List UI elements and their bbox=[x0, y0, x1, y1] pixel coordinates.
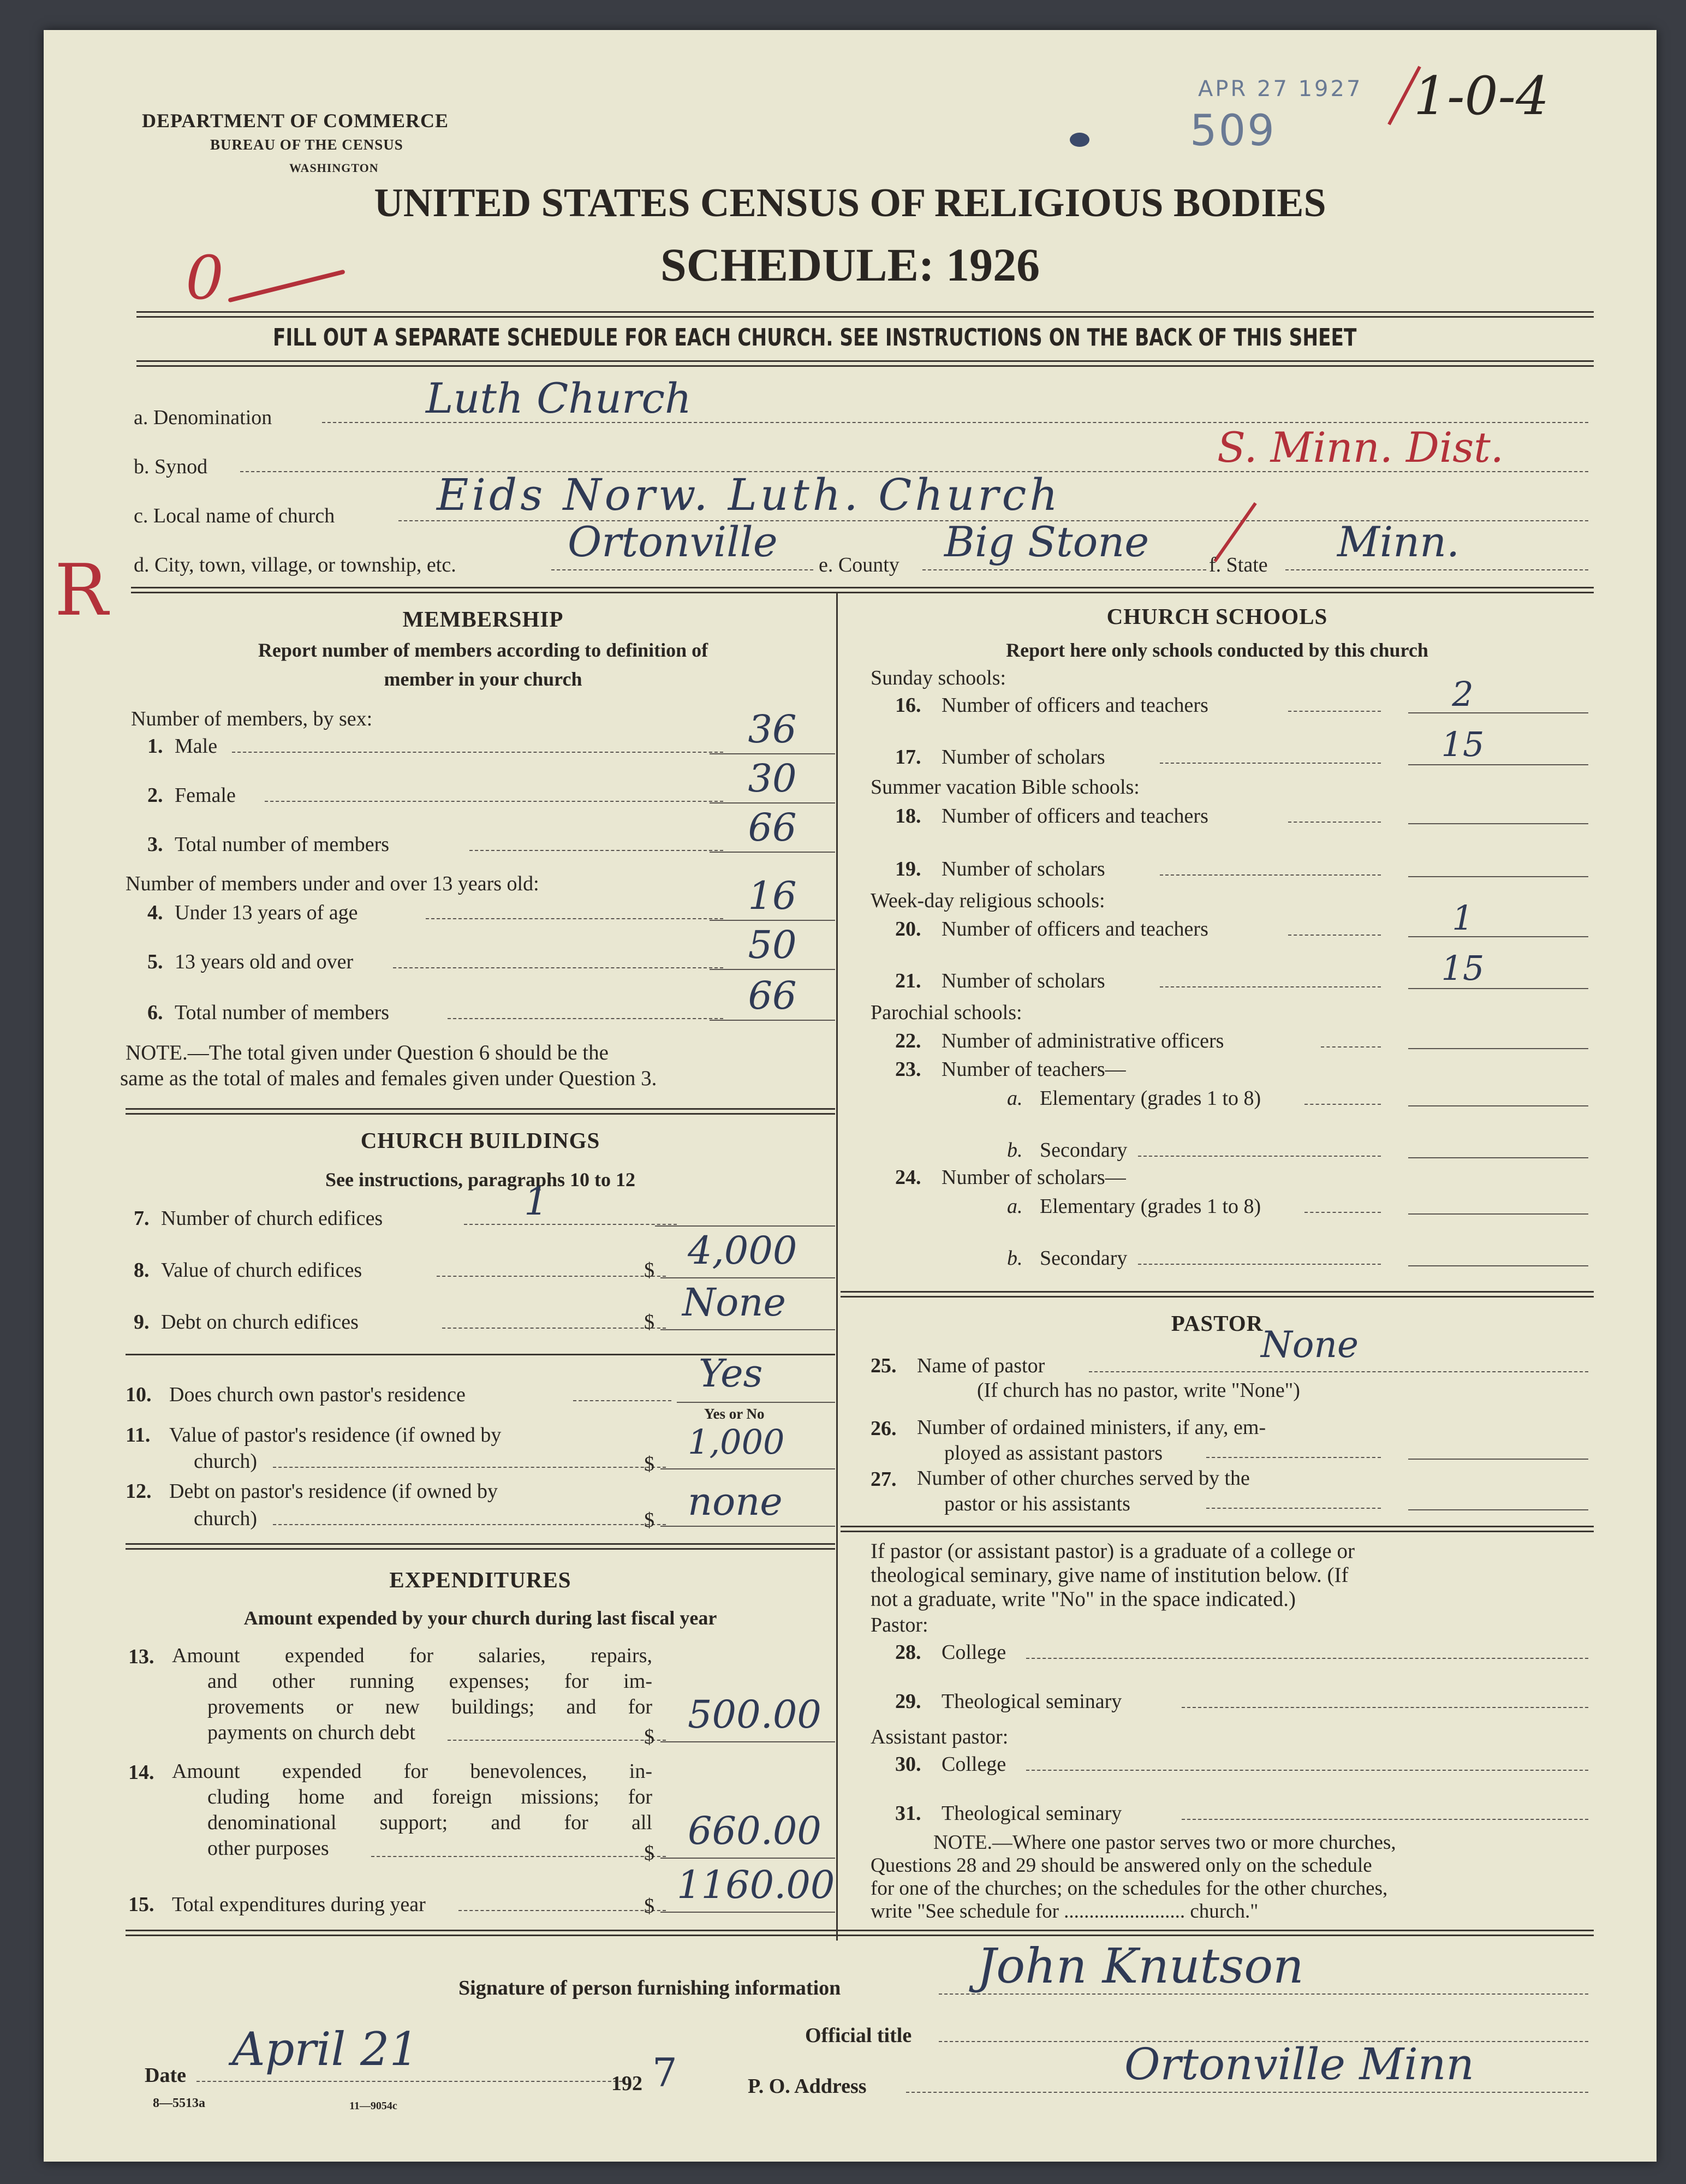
q16-value: 2 bbox=[1452, 674, 1474, 714]
q21-number: 21. bbox=[895, 969, 921, 992]
ink-dot bbox=[1070, 133, 1089, 147]
q15-dollar: $ bbox=[644, 1895, 654, 1918]
q13-label-line-3: provements or new buildings; and for bbox=[207, 1695, 652, 1718]
city-line bbox=[551, 569, 813, 570]
q14-value: 660.00 bbox=[688, 1808, 821, 1853]
q27-number: 27. bbox=[871, 1468, 897, 1491]
q26-leader bbox=[1206, 1457, 1381, 1458]
q28-line bbox=[1026, 1658, 1588, 1659]
membership-subtitle-1: Report number of members according to definition of bbox=[258, 639, 708, 661]
q13-dollar: $ bbox=[644, 1725, 654, 1748]
form-number: 8—5513a bbox=[153, 2096, 205, 2110]
q3-answer-line bbox=[710, 852, 835, 853]
schools-rule bbox=[841, 1291, 1594, 1298]
q5-leader bbox=[393, 967, 723, 968]
red-zero-mark: 0 bbox=[186, 243, 224, 313]
q13-number: 13. bbox=[128, 1645, 154, 1668]
q15-leader bbox=[458, 1910, 666, 1911]
buildings-subtitle: See instructions, paragraphs 10 to 12 bbox=[325, 1169, 636, 1191]
q31-number: 31. bbox=[895, 1802, 921, 1825]
county-value: Big Stone bbox=[944, 517, 1149, 566]
q11-label-a: Value of pastor's residence (if owned by bbox=[169, 1424, 502, 1447]
q24-label: Number of scholars— bbox=[942, 1166, 1126, 1189]
q19-number: 19. bbox=[895, 858, 921, 880]
q23a-label: Elementary (grades 1 to 8) bbox=[1040, 1087, 1261, 1110]
q24b-answer-line bbox=[1408, 1265, 1588, 1266]
summer-heading: Summer vacation Bible schools: bbox=[871, 776, 1140, 799]
q31-line bbox=[1182, 1819, 1588, 1820]
q12-answer-line bbox=[660, 1526, 835, 1527]
q23a-leader bbox=[1304, 1104, 1381, 1105]
graduate-line-2: theological seminary, give name of institution below. (If bbox=[871, 1563, 1349, 1587]
q26-answer-line bbox=[1408, 1459, 1588, 1460]
county-line bbox=[922, 569, 1206, 570]
q13-label bbox=[172, 1643, 652, 1746]
po-address-value: Ortonville Minn bbox=[1124, 2039, 1474, 2090]
q23-label: Number of teachers— bbox=[942, 1058, 1126, 1081]
q26-label-line-1: Number of ordained ministers, if any, em- bbox=[917, 1416, 1266, 1439]
q14-label-line-3: denominational support; and for all bbox=[207, 1811, 652, 1834]
q25-number: 25. bbox=[871, 1354, 897, 1377]
q15-label: Total expenditures during year bbox=[172, 1893, 426, 1916]
pastor-note-line-4: write "See schedule for ........................ church." bbox=[871, 1900, 1259, 1923]
q5-answer-line bbox=[710, 969, 835, 970]
q9-answer-line bbox=[660, 1329, 835, 1330]
q27-label bbox=[917, 1466, 1250, 1517]
pastor-title: PASTOR bbox=[1171, 1311, 1264, 1336]
q7-label: Number of church edifices bbox=[161, 1207, 383, 1230]
q10-label: Does church own pastor's residence bbox=[169, 1383, 466, 1406]
received-date-stamp: APR 27 1927 bbox=[1198, 76, 1363, 102]
q26-label bbox=[917, 1415, 1266, 1466]
print-number: 11—9054c bbox=[349, 2100, 397, 2112]
local-name-value: Eids Norw. Luth. Church bbox=[437, 469, 1061, 520]
q11-answer-line bbox=[660, 1468, 835, 1469]
official-title-label: Official title bbox=[805, 2024, 912, 2047]
footer-rule bbox=[126, 1930, 1594, 1936]
schedule-title: SCHEDULE: 1926 bbox=[660, 239, 1040, 291]
q9-value: None bbox=[682, 1280, 786, 1325]
q12-value: none bbox=[688, 1479, 783, 1524]
assistant-heading: Assistant pastor: bbox=[871, 1725, 1009, 1748]
by-sex-heading: Number of members, by sex: bbox=[131, 707, 373, 730]
q4-number: 4. bbox=[147, 901, 163, 924]
q11-leader bbox=[273, 1467, 666, 1468]
q14-number: 14. bbox=[128, 1761, 154, 1784]
q27-leader bbox=[1206, 1508, 1381, 1509]
q26-label-line-2: ployed as assistant pastors bbox=[944, 1442, 1163, 1465]
membership-title: MEMBERSHIP bbox=[402, 606, 564, 632]
q25-line bbox=[1089, 1371, 1588, 1372]
q3-value: 66 bbox=[748, 805, 797, 850]
q6-leader bbox=[448, 1018, 723, 1019]
q13-label-line-2: and other running expenses; for im- bbox=[207, 1670, 652, 1693]
q28-label: College bbox=[942, 1641, 1006, 1664]
q12-number: 12. bbox=[126, 1480, 152, 1503]
membership-subtitle-2: member in your church bbox=[384, 668, 582, 690]
q9-dollar: $ bbox=[644, 1311, 654, 1334]
q6-label: Total number of members bbox=[175, 1001, 390, 1024]
q16-number: 16. bbox=[895, 694, 921, 717]
bureau-heading: BUREAU OF THE CENSUS bbox=[210, 136, 403, 153]
state-label: f. State bbox=[1209, 554, 1268, 576]
q15-value: 1160.00 bbox=[677, 1862, 835, 1907]
weekday-heading: Week-day religious schools: bbox=[871, 889, 1105, 912]
q3-label: Total number of members bbox=[175, 833, 390, 856]
q25-label: Name of pastor bbox=[917, 1354, 1045, 1377]
q17-answer-line bbox=[1408, 764, 1588, 765]
q6-number: 6. bbox=[147, 1001, 163, 1024]
q14-label-line-1: Amount expended for benevolences, in- bbox=[172, 1760, 652, 1783]
q12-leader bbox=[273, 1524, 666, 1525]
q25-hint: (If church has no pastor, write "None") bbox=[977, 1379, 1300, 1402]
q16-leader bbox=[1288, 711, 1381, 712]
q5-value: 50 bbox=[748, 923, 797, 967]
pastor-note bbox=[871, 1831, 1396, 1923]
q18-answer-line bbox=[1408, 823, 1588, 824]
q19-label: Number of scholars bbox=[942, 858, 1105, 880]
q11-dollar: $ bbox=[644, 1453, 654, 1475]
q14-dollar: $ bbox=[644, 1842, 654, 1865]
census-schedule-sheet bbox=[44, 30, 1657, 2162]
buildings-title: CHURCH BUILDINGS bbox=[360, 1128, 600, 1153]
q24b-leader bbox=[1138, 1264, 1381, 1265]
q20-leader bbox=[1288, 935, 1381, 936]
q13-label-line-1: Amount expended for salaries, repairs, bbox=[172, 1644, 652, 1667]
corner-code: 1-0-4 bbox=[1414, 66, 1550, 127]
q11-number: 11. bbox=[126, 1424, 151, 1447]
age-heading: Number of members under and over 13 years old: bbox=[126, 872, 539, 895]
q10-leader bbox=[573, 1400, 671, 1401]
sunday-heading: Sunday schools: bbox=[871, 666, 1006, 689]
q24a-answer-line bbox=[1408, 1213, 1588, 1215]
city-value: Ortonville bbox=[568, 517, 778, 566]
city-heading: WASHINGTON bbox=[289, 161, 379, 175]
q9-number: 9. bbox=[134, 1311, 150, 1334]
q17-number: 17. bbox=[895, 746, 921, 769]
city-label: d. City, town, village, or township, etc. bbox=[134, 554, 456, 576]
q8-label: Value of church edifices bbox=[161, 1259, 362, 1282]
q15-answer-line bbox=[660, 1912, 835, 1913]
state-line bbox=[1285, 569, 1588, 570]
q23b-answer-line bbox=[1408, 1157, 1588, 1158]
q7-leader bbox=[464, 1224, 677, 1225]
q24-number: 24. bbox=[895, 1166, 921, 1189]
q8-answer-line bbox=[660, 1277, 835, 1278]
q13-value: 500.00 bbox=[688, 1692, 821, 1737]
q8-number: 8. bbox=[134, 1259, 150, 1282]
q24a-letter: a. bbox=[1007, 1195, 1023, 1218]
q24a-label: Elementary (grades 1 to 8) bbox=[1040, 1195, 1261, 1218]
year-prefix: 192 bbox=[611, 2072, 642, 2095]
q30-line bbox=[1026, 1770, 1588, 1771]
county-label: e. County bbox=[819, 554, 899, 576]
q9-leader bbox=[442, 1328, 666, 1329]
signature-label: Signature of person furnishing information bbox=[458, 1977, 841, 1999]
q1-value: 36 bbox=[748, 707, 797, 752]
q1-leader bbox=[232, 752, 723, 753]
q22-number: 22. bbox=[895, 1029, 921, 1052]
q27-answer-line bbox=[1408, 1509, 1588, 1510]
q29-number: 29. bbox=[895, 1690, 921, 1713]
graduate-line-1: If pastor (or assistant pastor) is a graduate of a college or bbox=[871, 1539, 1355, 1563]
q6-value: 66 bbox=[748, 973, 797, 1018]
q25-value: None bbox=[1261, 1324, 1359, 1366]
q1-label: Male bbox=[175, 735, 218, 758]
q12-label-b: church) bbox=[194, 1507, 258, 1530]
po-address-label: P. O. Address bbox=[748, 2075, 867, 2098]
q23b-leader bbox=[1138, 1156, 1381, 1157]
q4-value: 16 bbox=[748, 873, 797, 918]
buildings-rule bbox=[126, 1543, 835, 1550]
membership-note-line-2: same as the total of males and females given under Question 3. bbox=[120, 1067, 657, 1090]
q17-label: Number of scholars bbox=[942, 746, 1105, 769]
q27-label-line-2: pastor or his assistants bbox=[944, 1492, 1130, 1515]
q16-label: Number of officers and teachers bbox=[942, 694, 1208, 717]
local-name-label: c. Local name of church bbox=[134, 504, 335, 527]
schools-title: CHURCH SCHOOLS bbox=[1106, 604, 1328, 629]
q13-label-line-4: payments on church debt bbox=[207, 1721, 415, 1744]
q17-leader bbox=[1160, 763, 1381, 764]
pastor-note-line-2: Questions 28 and 29 should be answered only on the schedule bbox=[871, 1854, 1372, 1877]
q21-value: 15 bbox=[1441, 948, 1485, 988]
pastor-heading: Pastor: bbox=[871, 1614, 928, 1636]
q6-answer-line bbox=[710, 1020, 835, 1021]
q21-label: Number of scholars bbox=[942, 969, 1105, 992]
q7-value: 1 bbox=[524, 1179, 549, 1224]
q20-label: Number of officers and teachers bbox=[942, 918, 1208, 941]
graduate-line-3: not a graduate, write "No" in the space indicated.) bbox=[871, 1587, 1296, 1611]
date-value: April 21 bbox=[232, 2022, 419, 2076]
q10-value: Yes bbox=[699, 1351, 763, 1396]
file-number-stamp: 509 bbox=[1190, 106, 1276, 156]
q19-answer-line bbox=[1408, 876, 1588, 877]
pastor-note-line-1: NOTE.—Where one pastor serves two or more churches, bbox=[933, 1831, 1396, 1854]
q29-label: Theological seminary bbox=[942, 1690, 1122, 1713]
q26-number: 26. bbox=[871, 1417, 897, 1440]
q8-dollar: $ bbox=[644, 1259, 654, 1282]
q10-hint: Yes or No bbox=[704, 1406, 765, 1422]
q20-number: 20. bbox=[895, 918, 921, 941]
q27-label-line-1: Number of other churches served by the bbox=[917, 1467, 1250, 1490]
q3-leader bbox=[469, 850, 723, 851]
q3-number: 3. bbox=[147, 833, 163, 856]
denomination-value: Luth Church bbox=[426, 374, 692, 422]
q2-value: 30 bbox=[748, 756, 797, 801]
graduate-instructions bbox=[871, 1539, 1355, 1611]
q9-label: Debt on church edifices bbox=[161, 1311, 359, 1334]
q24a-leader bbox=[1304, 1212, 1381, 1213]
q22-leader bbox=[1321, 1046, 1381, 1048]
q29-line bbox=[1182, 1707, 1588, 1708]
q18-label: Number of officers and teachers bbox=[942, 805, 1208, 828]
q17-value: 15 bbox=[1441, 724, 1485, 764]
q23b-label: Secondary bbox=[1040, 1139, 1128, 1162]
q28-number: 28. bbox=[895, 1641, 921, 1664]
membership-note-line-1: NOTE.—The total given under Question 6 should be the bbox=[126, 1041, 609, 1064]
q14-label bbox=[172, 1759, 652, 1861]
q1-answer-line bbox=[710, 753, 835, 754]
membership-rule bbox=[126, 1108, 835, 1115]
state-value: Minn. bbox=[1337, 517, 1460, 566]
instruction-rule bbox=[136, 360, 1594, 367]
q8-value: 4,000 bbox=[688, 1228, 797, 1273]
year-digit: 7 bbox=[652, 2050, 677, 2096]
date-line bbox=[196, 2081, 622, 2082]
q13-answer-line bbox=[660, 1741, 835, 1742]
pastor-rule bbox=[841, 1526, 1594, 1532]
synod-value: S. Minn. Dist. bbox=[1217, 423, 1504, 472]
q23a-answer-line bbox=[1408, 1105, 1588, 1106]
q4-leader bbox=[426, 918, 723, 919]
expenditures-subtitle: Amount expended by your church during last fiscal year bbox=[243, 1607, 717, 1629]
q20-value: 1 bbox=[1452, 898, 1474, 938]
identity-rule bbox=[131, 587, 1594, 593]
q2-leader bbox=[265, 801, 723, 802]
signature-value: John Knutson bbox=[977, 1938, 1304, 1994]
q30-number: 30. bbox=[895, 1753, 921, 1776]
q23b-letter: b. bbox=[1007, 1139, 1023, 1162]
q13-leader bbox=[448, 1740, 666, 1741]
date-label: Date bbox=[145, 2064, 186, 2087]
q22-label: Number of administrative officers bbox=[942, 1029, 1224, 1052]
q30-label: College bbox=[942, 1753, 1006, 1776]
q19-leader bbox=[1160, 874, 1381, 876]
denomination-label: a. Denomination bbox=[134, 406, 272, 429]
q12-label-a: Debt on pastor's residence (if owned by bbox=[169, 1480, 498, 1503]
q22-answer-line bbox=[1408, 1048, 1588, 1049]
instruction-line: FILL OUT A SEPARATE SCHEDULE FOR EACH CHURCH. SEE INSTRUCTIONS ON THE BACK OF THIS SHEET bbox=[273, 324, 1357, 352]
parochial-heading: Parochial schools: bbox=[871, 1001, 1022, 1024]
q14-answer-line bbox=[660, 1858, 835, 1859]
q23a-letter: a. bbox=[1007, 1087, 1023, 1110]
q4-answer-line bbox=[710, 920, 835, 921]
q10-number: 10. bbox=[126, 1383, 152, 1406]
q14-leader bbox=[371, 1856, 666, 1857]
header-rule bbox=[136, 311, 1594, 318]
q2-answer-line bbox=[710, 802, 835, 804]
q24b-label: Secondary bbox=[1040, 1247, 1128, 1270]
q18-number: 18. bbox=[895, 805, 921, 828]
q23-number: 23. bbox=[895, 1058, 921, 1081]
q5-label: 13 years old and over bbox=[175, 950, 354, 973]
q4-label: Under 13 years of age bbox=[175, 901, 358, 924]
column-divider bbox=[836, 592, 838, 1941]
department-heading: DEPARTMENT OF COMMERCE bbox=[142, 110, 449, 132]
q1-number: 1. bbox=[147, 735, 163, 758]
po-address-line bbox=[906, 2092, 1588, 2093]
q2-label: Female bbox=[175, 784, 236, 807]
q31-label: Theological seminary bbox=[942, 1802, 1122, 1825]
q12-dollar: $ bbox=[644, 1509, 654, 1532]
q24b-letter: b. bbox=[1007, 1247, 1023, 1270]
q11-label-b: church) bbox=[194, 1450, 258, 1473]
q14-label-line-2: cluding home and foreign missions; for bbox=[207, 1786, 652, 1808]
q15-number: 15. bbox=[128, 1893, 154, 1916]
q21-leader bbox=[1160, 986, 1381, 987]
q11-value: 1,000 bbox=[688, 1422, 785, 1462]
q7-number: 7. bbox=[134, 1207, 150, 1230]
red-r-mark: R bbox=[55, 549, 108, 632]
pastor-note-line-3: for one of the churches; on the schedules for the other churches, bbox=[871, 1877, 1388, 1900]
q14-label-line-4: other purposes bbox=[207, 1837, 329, 1860]
q2-number: 2. bbox=[147, 784, 163, 807]
expenditures-title: EXPENDITURES bbox=[389, 1567, 571, 1592]
q5-number: 5. bbox=[147, 950, 163, 973]
q8-leader bbox=[437, 1276, 666, 1277]
q10-answer-line bbox=[677, 1402, 835, 1403]
form-title: UNITED STATES CENSUS OF RELIGIOUS BODIES bbox=[374, 181, 1326, 225]
q21-answer-line bbox=[1408, 988, 1588, 989]
schools-subtitle: Report here only schools conducted by this church bbox=[1006, 639, 1428, 661]
q7-answer-line bbox=[655, 1225, 835, 1227]
synod-label: b. Synod bbox=[134, 455, 208, 478]
q18-leader bbox=[1288, 822, 1381, 823]
